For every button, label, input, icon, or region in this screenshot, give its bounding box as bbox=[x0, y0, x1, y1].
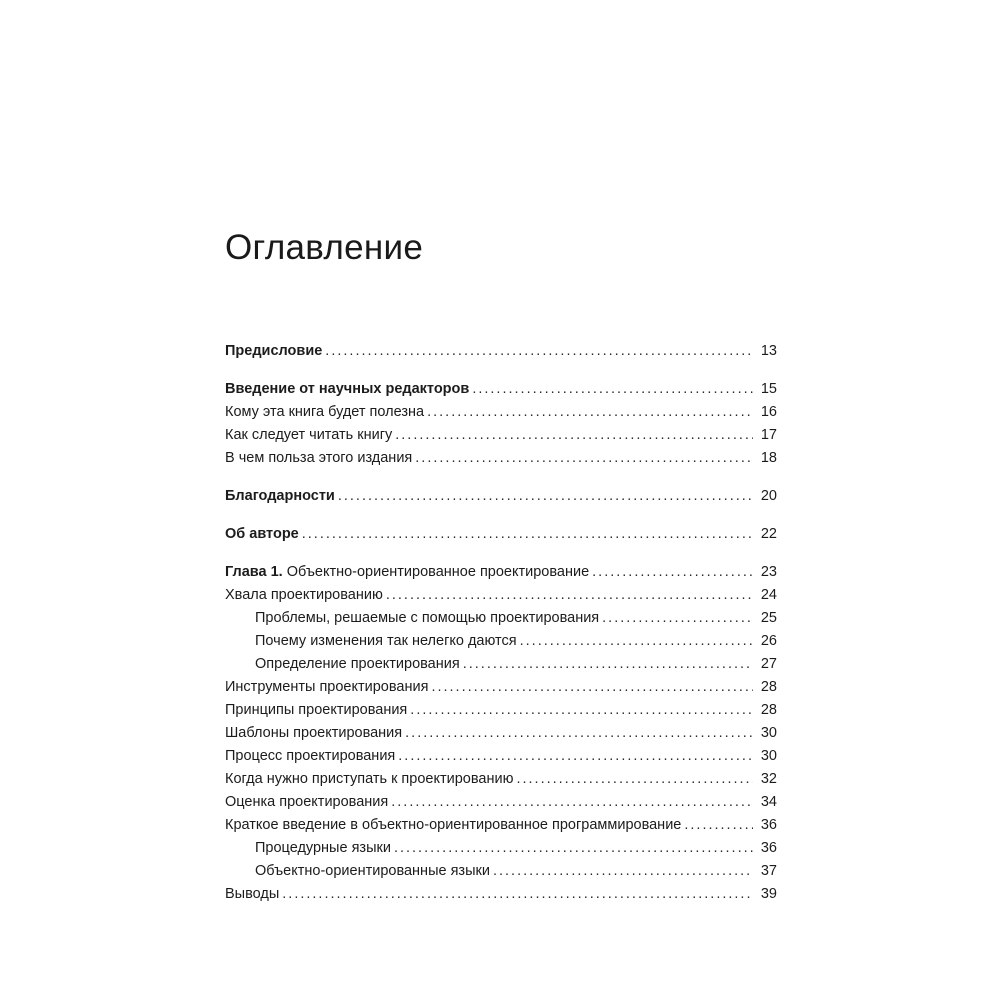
toc-page-number: 13 bbox=[760, 343, 777, 359]
toc-entry-label: Кому эта книга будет полезна bbox=[225, 404, 425, 420]
toc-entry-label: Инструменты проектирования bbox=[225, 679, 429, 695]
toc-row bbox=[225, 584, 777, 607]
toc-row bbox=[225, 860, 777, 883]
toc-page-number: 16 bbox=[760, 404, 777, 420]
toc-row bbox=[225, 653, 777, 676]
toc-page-number: 25 bbox=[760, 610, 777, 626]
toc-row bbox=[225, 722, 777, 745]
toc-entry-label: Проблемы, решаемые с помощью проектирования bbox=[255, 610, 600, 626]
toc-dot-leader bbox=[427, 401, 753, 424]
toc-entry-label: Принципы проектирования bbox=[225, 702, 408, 718]
toc-dot-leader bbox=[325, 340, 753, 363]
toc-dot-leader bbox=[415, 447, 753, 470]
toc-entry-label: Краткое введение в объектно-ориентированное программирование bbox=[225, 817, 682, 833]
toc-dot-leader bbox=[472, 378, 753, 401]
toc-page-number: 36 bbox=[760, 840, 777, 856]
toc-page-number: 39 bbox=[760, 886, 777, 902]
toc-entry-label: Процесс проектирования bbox=[225, 748, 396, 764]
toc-dot-leader bbox=[282, 883, 753, 906]
toc-row bbox=[225, 424, 777, 447]
toc-entry-label: Глава 1. Объектно-ориентированное проектирование bbox=[225, 564, 590, 580]
toc-page-number: 20 bbox=[760, 488, 777, 504]
toc-page-number: 36 bbox=[760, 817, 777, 833]
toc-page-number: 28 bbox=[760, 702, 777, 718]
toc-entry-label: Шаблоны проектирования bbox=[225, 725, 403, 741]
toc-dot-leader bbox=[410, 699, 753, 722]
toc-page-number: 34 bbox=[760, 794, 777, 810]
toc-entry-label: Введение от научных редакторов bbox=[225, 381, 470, 397]
toc-row bbox=[225, 630, 777, 653]
toc-row bbox=[225, 791, 777, 814]
page-content bbox=[225, 228, 777, 906]
toc-row bbox=[225, 485, 777, 508]
toc-dot-leader bbox=[684, 814, 753, 837]
toc-page-number: 17 bbox=[760, 427, 777, 443]
toc-row bbox=[225, 745, 777, 768]
toc-page-number: 23 bbox=[760, 564, 777, 580]
toc-list bbox=[225, 340, 777, 906]
toc-row bbox=[225, 401, 777, 424]
toc-entry-label: Предисловие bbox=[225, 343, 323, 359]
toc-row bbox=[225, 378, 777, 401]
toc-dot-leader bbox=[520, 630, 753, 653]
toc-page-number: 22 bbox=[760, 526, 777, 542]
toc-row bbox=[225, 523, 777, 546]
toc-entry-label: Определение проектирования bbox=[255, 656, 460, 672]
toc-row bbox=[225, 676, 777, 699]
page-title: Оглавление bbox=[225, 228, 424, 267]
toc-page-number: 15 bbox=[760, 381, 777, 397]
toc-dot-leader bbox=[302, 523, 753, 546]
toc-entry-label: Процедурные языки bbox=[255, 840, 391, 856]
toc-row bbox=[225, 607, 777, 630]
toc-dot-leader bbox=[391, 791, 753, 814]
toc-entry-label: Когда нужно приступать к проектированию bbox=[225, 771, 514, 787]
toc-entry-label: В чем польза этого издания bbox=[225, 450, 413, 466]
toc-row bbox=[225, 699, 777, 722]
toc-row bbox=[225, 837, 777, 860]
toc-page-number: 18 bbox=[760, 450, 777, 466]
toc-dot-leader bbox=[395, 424, 753, 447]
toc-dot-leader bbox=[493, 860, 753, 883]
toc-dot-leader bbox=[516, 768, 753, 791]
toc-page-number: 37 bbox=[760, 863, 777, 879]
toc-dot-leader bbox=[431, 676, 753, 699]
toc-row bbox=[225, 883, 777, 906]
toc-entry-label: Хвала проектированию bbox=[225, 587, 383, 603]
toc-row bbox=[225, 814, 777, 837]
toc-dot-leader bbox=[394, 837, 753, 860]
toc-page-number: 30 bbox=[760, 748, 777, 764]
toc-dot-leader bbox=[602, 607, 753, 630]
toc-page-number: 28 bbox=[760, 679, 777, 695]
toc-row bbox=[225, 768, 777, 791]
toc-row bbox=[225, 447, 777, 470]
toc-dot-leader bbox=[386, 584, 753, 607]
toc-dot-leader bbox=[405, 722, 753, 745]
toc-entry-label: Объектно-ориентированные языки bbox=[255, 863, 490, 879]
toc-page-number: 24 bbox=[760, 587, 777, 603]
toc-dot-leader bbox=[463, 653, 753, 676]
toc-row bbox=[225, 561, 777, 584]
toc-page-number: 27 bbox=[760, 656, 777, 672]
toc-page-number: 32 bbox=[760, 771, 777, 787]
toc-page-number: 30 bbox=[760, 725, 777, 741]
toc-entry-label: Выводы bbox=[225, 886, 280, 902]
toc-entry-label: Благодарности bbox=[225, 488, 335, 504]
toc-entry-label: Почему изменения так нелегко даются bbox=[255, 633, 517, 649]
toc-entry-label: Оценка проектирования bbox=[225, 794, 389, 810]
toc-dot-leader bbox=[592, 561, 753, 584]
toc-entry-label: Как следует читать книгу bbox=[225, 427, 393, 443]
toc-row bbox=[225, 340, 777, 363]
toc-dot-leader bbox=[338, 485, 753, 508]
toc-entry-prefix: Глава 1. bbox=[225, 564, 287, 580]
toc-page-number: 26 bbox=[760, 633, 777, 649]
toc-entry-label: Об авторе bbox=[225, 526, 299, 542]
toc-dot-leader bbox=[398, 745, 753, 768]
